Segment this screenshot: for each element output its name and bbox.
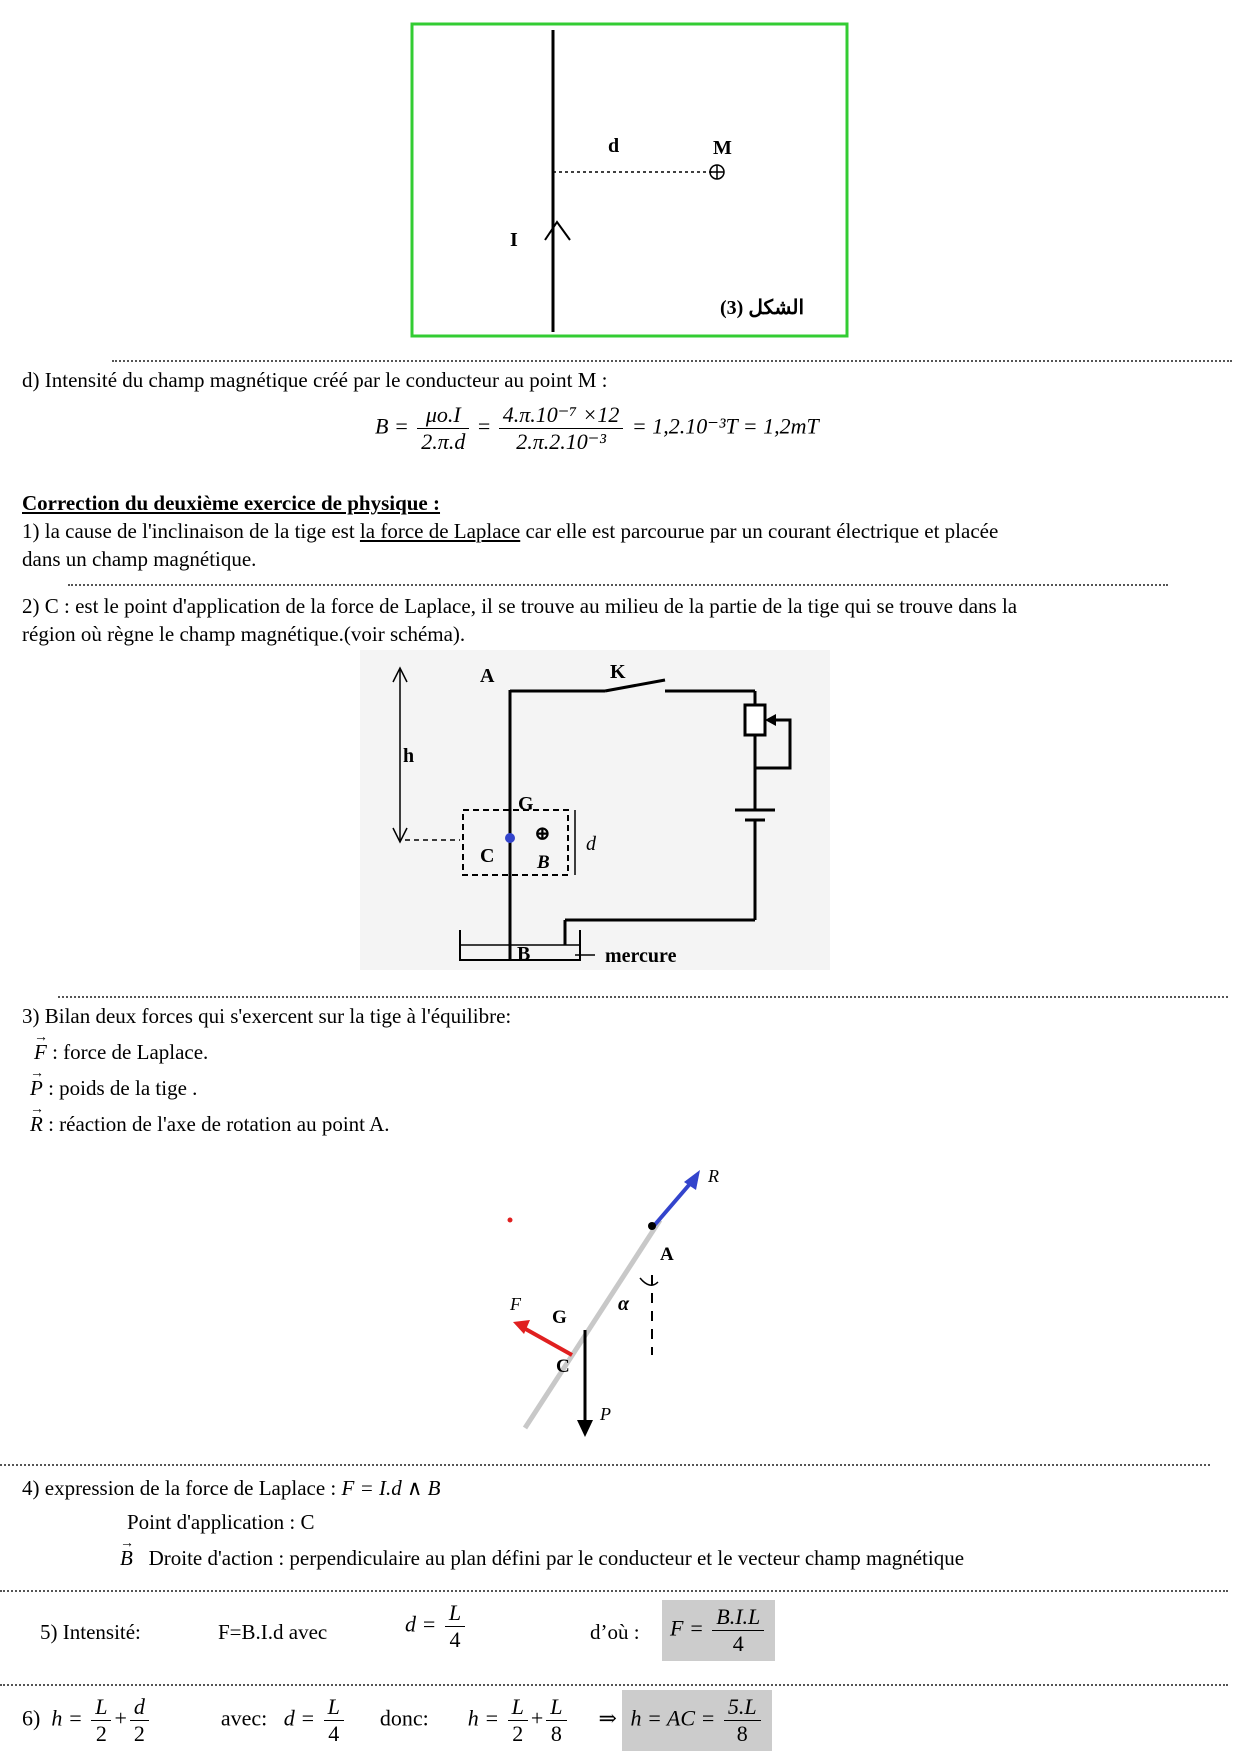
svg-text:d: d: [586, 833, 596, 855]
svg-text:mercure: mercure: [605, 945, 677, 967]
q4-droite: → B Droite d'action : perpendiculaire au plan défini par le conducteur et le vecteur champ magnétique: [120, 1544, 964, 1572]
svg-text:h: h: [403, 745, 415, 767]
svg-text:B: B: [537, 852, 550, 873]
svg-text:P: P: [600, 1404, 611, 1424]
svg-text:α: α: [618, 1293, 630, 1315]
q5-d-eq: d = $\frac{L}{4}$: [405, 1600, 468, 1653]
svg-text:G: G: [518, 793, 534, 815]
circuit-figure: [360, 650, 830, 970]
label-i: I: [510, 229, 518, 251]
rheostat: [745, 705, 765, 735]
vector-f: [522, 1327, 572, 1355]
q1-laplace: la force de Laplace: [359, 519, 521, 543]
inclined-rod: [525, 1220, 660, 1428]
q2-line2: région où règne le champ magnétique.(voir schéma).: [22, 622, 466, 646]
q1-line2: dans un champ magnétique.: [22, 547, 257, 571]
forces-figure: [500, 1160, 760, 1440]
point-c: [505, 833, 515, 843]
figure-3: [410, 22, 850, 340]
svg-text:G: G: [552, 1307, 567, 1328]
svg-text:A: A: [480, 665, 495, 687]
force-p-item: → P : poids de la tige .: [30, 1074, 197, 1102]
q4-line1: 4) expression de la force de Laplace : F = I.d ∧ B: [22, 1476, 441, 1500]
svg-text:R: R: [708, 1166, 719, 1186]
exercise2-title: Correction du deuxième exercice de physique :: [22, 491, 441, 515]
label-d: d: [608, 135, 620, 157]
label-m: M: [713, 137, 732, 159]
q3-title: 3) Bilan deux forces qui s'exercent sur la tige à l'équilibre:: [22, 1004, 512, 1028]
q6-line: 6) h = $\frac{L}{2}$ + $\frac{d}{2}$ avec: d = $\frac{L}{4}$ donc: h = $\frac{L}{2}$ + $\frac{L}{8}$ ⇒ h = AC = $\frac{5.L}{8}$: [22, 1690, 772, 1751]
force-r-item: → R : réaction de l'axe de rotation au point A.: [30, 1110, 390, 1138]
svg-text:B: B: [517, 943, 531, 965]
q2-line1: 2) C : est le point d'application de la force de Laplace, il se trouve au milieu de la partie de la tige qui se trouve dans la: [22, 594, 1018, 618]
q5-result: F = $\frac{B.I.L}{4}$: [662, 1600, 775, 1661]
svg-text:C: C: [480, 845, 495, 867]
svg-text:C: C: [556, 1356, 570, 1377]
force-f-item: → F : force de Laplace.: [34, 1038, 208, 1066]
figure-caption: الشكل (3): [720, 297, 805, 319]
laplace-formula: F = I.d ∧ B: [341, 1476, 441, 1500]
part-d-formula: B = $\frac{\mu o.I}{2.\pi.d}$ = $\frac{\text{4.π.10⁻⁷ ×12}}{\text{2.π.2.10⁻³}}$ = 1,2.10⁻³T = 1,2mT: [375, 402, 819, 454]
svg-text:⊕: ⊕: [534, 823, 551, 845]
q1-line1: 1) la cause de l'inclinaison de la tige est la force de Laplace car elle est parcourue par un courant électrique et placée: [22, 519, 999, 543]
q5-formula: F=B.I.d avec: [218, 1620, 328, 1644]
figure-3-border: [412, 24, 847, 336]
q4-point: Point d'application : C: [127, 1510, 315, 1534]
svg-text:A: A: [660, 1244, 674, 1265]
q5-donc: d’où :: [590, 1620, 640, 1644]
svg-text:K: K: [610, 661, 626, 683]
q6-result: h = AC = $\frac{5.L}{8}$: [622, 1690, 771, 1751]
svg-text:F: F: [510, 1294, 521, 1314]
part-d-text: d) Intensité du champ magnétique créé par le conducteur au point M :: [22, 368, 608, 392]
q5-label: 5) Intensité:: [40, 1620, 141, 1644]
vector-r: [652, 1178, 695, 1228]
